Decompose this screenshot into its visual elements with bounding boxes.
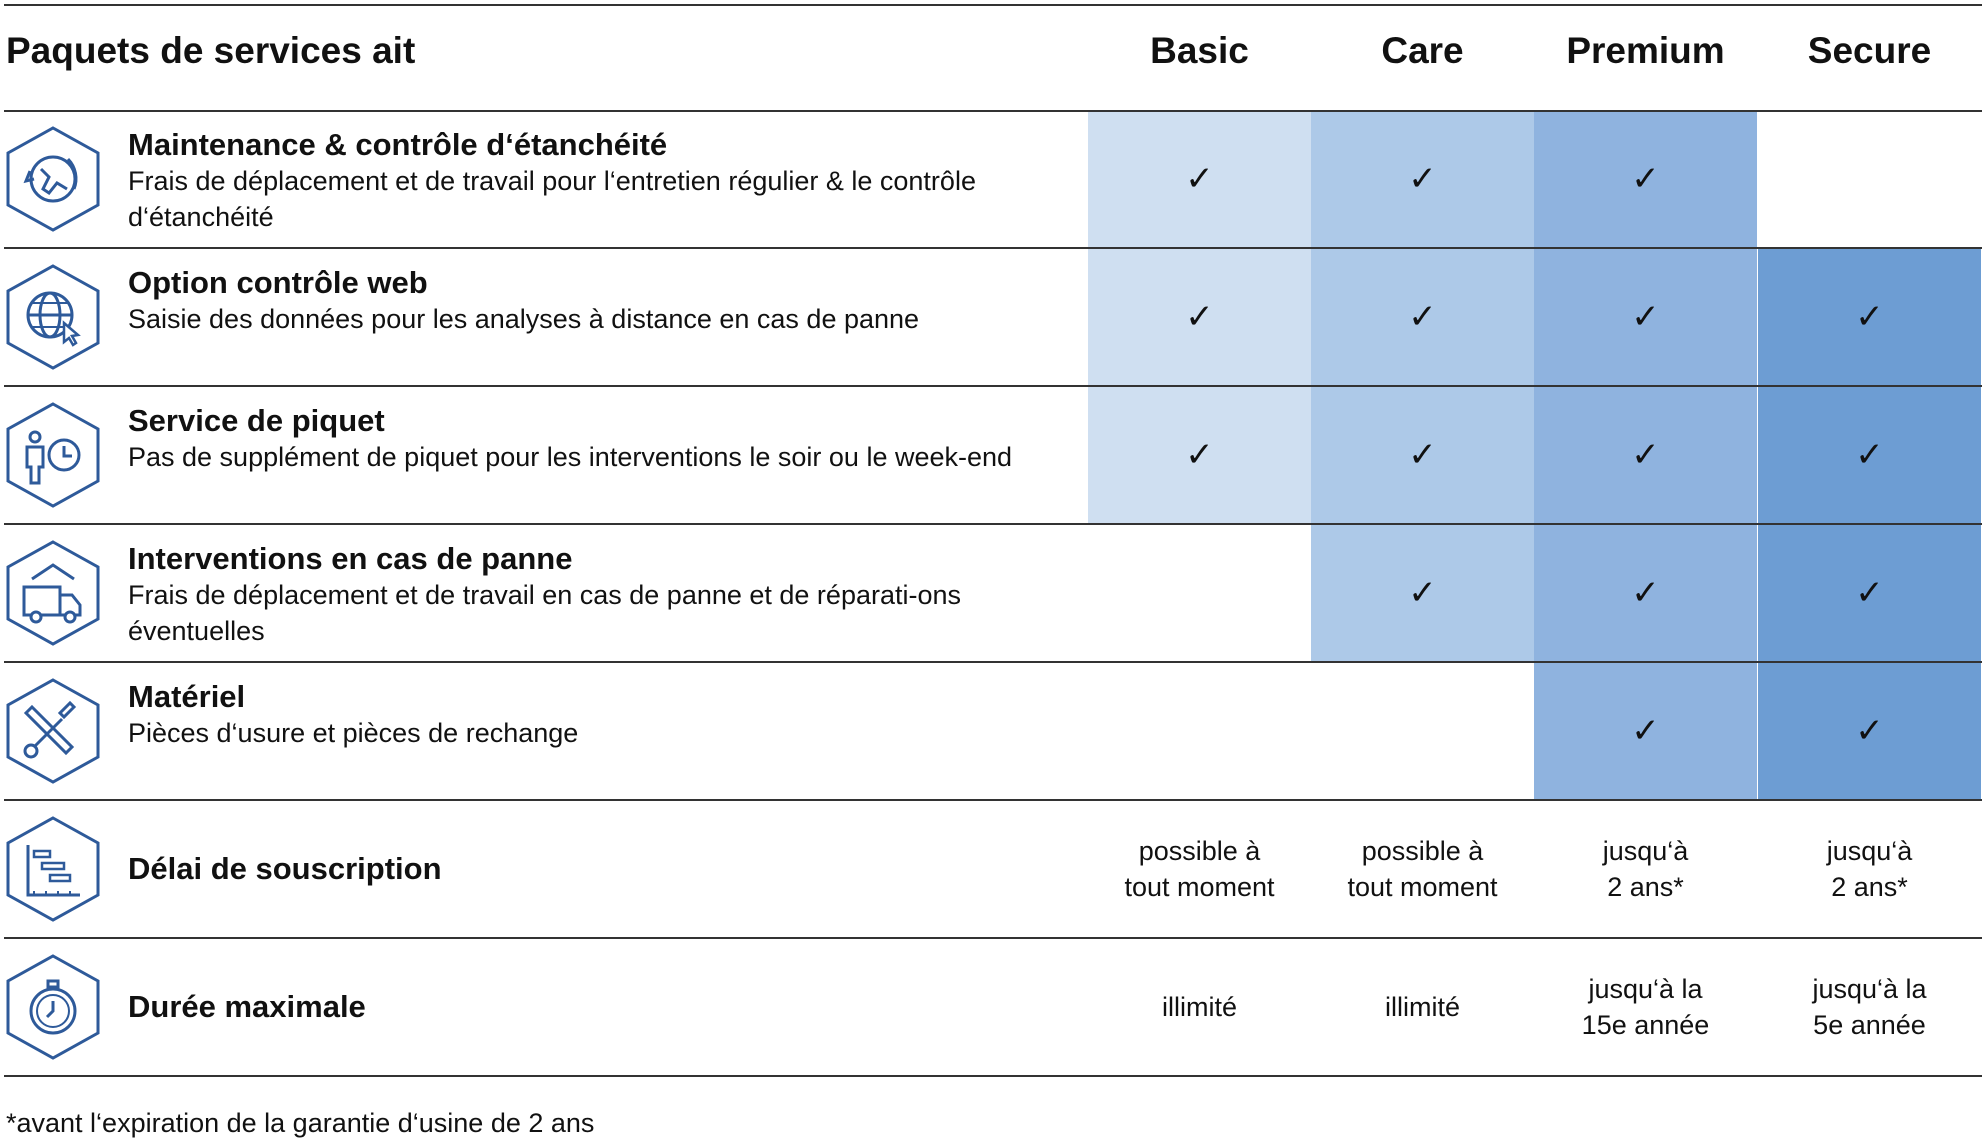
table-row <box>0 801 1982 937</box>
cell-care <box>1311 525 1534 661</box>
cell-value: jusqu‘à la 5e année <box>1812 974 1927 1040</box>
row-label <box>128 679 1048 751</box>
cell-basic <box>1088 387 1311 523</box>
cell-value: jusqu‘à 2 ans* <box>1602 836 1689 902</box>
row-label <box>128 989 1048 1025</box>
row-description: Saisie des données pour les analyses à distance en cas de panne <box>128 304 920 334</box>
row-title: Service de piquet <box>128 403 385 438</box>
row-label <box>128 541 1048 649</box>
check-icon: ✓ <box>1631 435 1660 475</box>
check-icon: ✓ <box>1185 435 1214 475</box>
cell-value: possible à tout moment <box>1124 836 1275 902</box>
row-label <box>128 265 1048 337</box>
check-icon: ✓ <box>1855 711 1884 751</box>
check-icon: ✓ <box>1631 297 1660 337</box>
cell-value: jusqu‘à 2 ans* <box>1826 836 1913 902</box>
check-icon: ✓ <box>1408 159 1437 199</box>
check-icon: ✓ <box>1631 711 1660 751</box>
cell-premium <box>1534 111 1757 247</box>
cell-secure <box>1758 525 1981 661</box>
cell-premium <box>1534 663 1757 799</box>
table-row <box>0 525 1982 661</box>
cell-secure <box>1758 663 1981 799</box>
row-title: Matériel <box>128 679 246 714</box>
row-title: Maintenance & contrôle d‘étanchéité <box>128 127 668 162</box>
cell-secure <box>1758 387 1981 523</box>
table-row <box>0 663 1982 799</box>
cell-value: illimité <box>1161 992 1237 1022</box>
row-label <box>128 403 1048 475</box>
check-icon: ✓ <box>1855 435 1884 475</box>
cell-secure <box>1758 801 1981 937</box>
cell-basic <box>1088 111 1311 247</box>
stopwatch-icon <box>6 953 100 1061</box>
row-divider <box>4 523 1982 525</box>
table-row <box>0 387 1982 523</box>
cell-value: jusqu‘à la 15e année <box>1581 974 1710 1040</box>
column-header-premium: Premium <box>1566 30 1725 71</box>
row-divider <box>4 799 1982 801</box>
column-header-care: Care <box>1381 30 1464 71</box>
cell-care <box>1311 801 1534 937</box>
check-icon: ✓ <box>1855 297 1884 337</box>
cell-care <box>1311 387 1534 523</box>
service-van-icon <box>6 539 100 647</box>
row-title: Interventions en cas de panne <box>128 541 573 576</box>
row-title: Durée maximale <box>128 989 366 1024</box>
table-row <box>0 249 1982 385</box>
row-description: Pièces d‘usure et pièces de rechange <box>128 718 579 748</box>
maintenance-wrench-icon <box>6 125 100 233</box>
check-icon: ✓ <box>1185 297 1214 337</box>
row-divider <box>4 937 1982 939</box>
row-description: Frais de déplacement et de travail pour l‘entretien régulier & le contrôle d‘étanchéité <box>128 166 976 232</box>
column-header-basic: Basic <box>1150 30 1249 71</box>
row-title: Délai de souscription <box>128 851 442 886</box>
row-divider <box>4 661 1982 663</box>
person-clock-icon <box>6 401 100 509</box>
cell-secure <box>1758 111 1981 247</box>
row-label <box>128 851 1048 887</box>
cell-premium <box>1534 249 1757 385</box>
tools-icon <box>6 677 100 785</box>
cell-value: illimité <box>1384 992 1460 1022</box>
row-divider <box>4 4 1982 6</box>
cell-value: possible à tout moment <box>1347 836 1498 902</box>
check-icon: ✓ <box>1631 573 1660 613</box>
cell-basic <box>1088 801 1311 937</box>
row-divider <box>4 247 1982 249</box>
cell-care <box>1311 663 1534 799</box>
cell-premium <box>1534 801 1757 937</box>
table-title: Paquets de services ait <box>6 30 416 71</box>
row-title: Option contrôle web <box>128 265 428 300</box>
row-description: Pas de supplément de piquet pour les interventions le soir ou le week-end <box>128 442 1013 472</box>
check-icon: ✓ <box>1631 159 1660 199</box>
cell-secure <box>1758 249 1981 385</box>
cell-care <box>1311 249 1534 385</box>
footnote: *avant l‘expiration de la garantie d‘usine de 2 ans <box>6 1108 595 1138</box>
cell-basic <box>1088 525 1311 661</box>
row-divider <box>4 110 1982 112</box>
cell-secure <box>1758 939 1981 1075</box>
check-icon: ✓ <box>1408 297 1437 337</box>
table-row <box>0 939 1982 1075</box>
cell-premium <box>1534 525 1757 661</box>
row-divider <box>4 1075 1982 1077</box>
cell-premium <box>1534 387 1757 523</box>
cell-care <box>1311 111 1534 247</box>
cell-premium <box>1534 939 1757 1075</box>
cell-basic <box>1088 249 1311 385</box>
gantt-chart-icon <box>6 815 100 923</box>
cell-care <box>1311 939 1534 1075</box>
column-header-secure: Secure <box>1807 30 1932 71</box>
row-label <box>128 127 1048 235</box>
table-row <box>0 111 1982 247</box>
check-icon: ✓ <box>1855 573 1884 613</box>
row-description: Frais de déplacement et de travail en cas de panne et de réparati-ons éventuelles <box>128 580 962 646</box>
globe-cursor-icon <box>6 263 100 371</box>
cell-basic <box>1088 939 1311 1075</box>
check-icon: ✓ <box>1408 573 1437 613</box>
check-icon: ✓ <box>1185 159 1214 199</box>
cell-basic <box>1088 663 1311 799</box>
row-divider <box>4 385 1982 387</box>
check-icon: ✓ <box>1408 435 1437 475</box>
